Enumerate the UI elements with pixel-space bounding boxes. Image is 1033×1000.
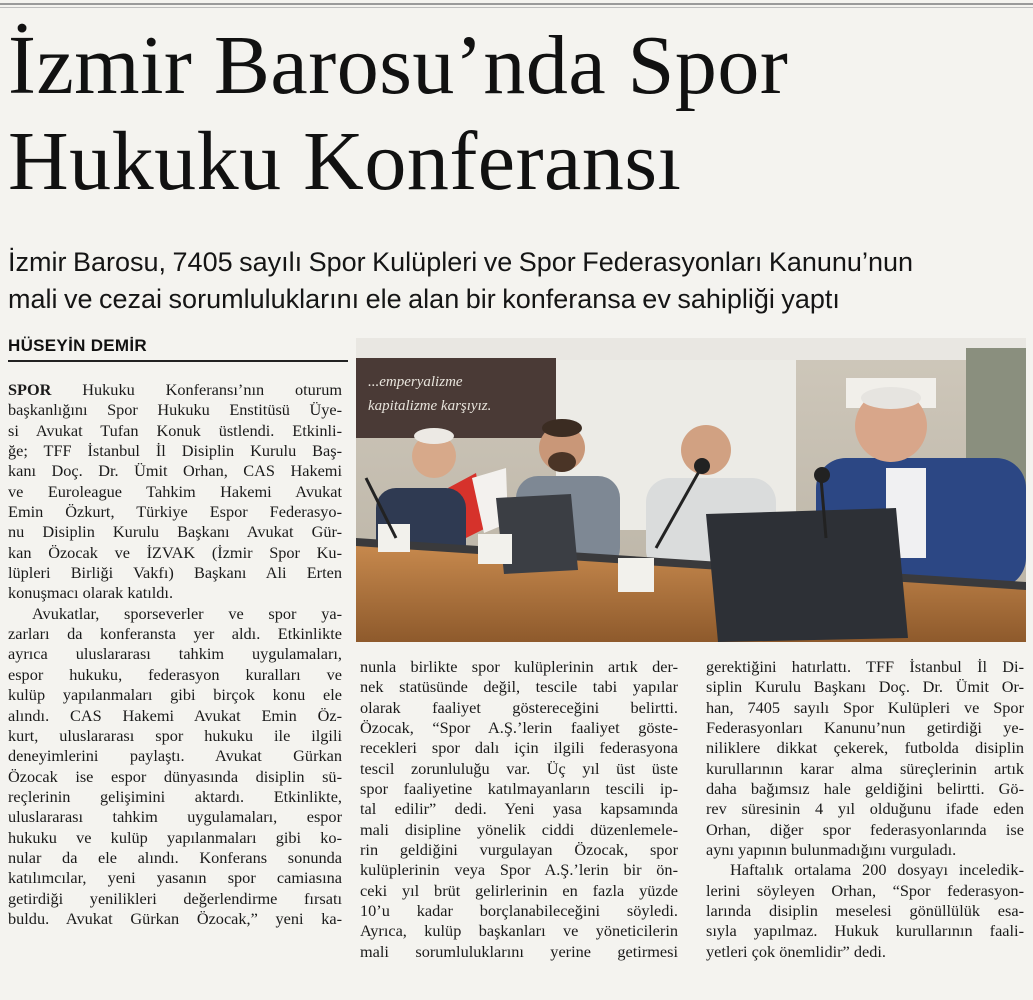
article-line: kulüp yapılanmaları gibi birçok konu ele: [8, 685, 342, 705]
article-line: niliklere dikkat çekerek, futbolda disiplin: [706, 738, 1024, 758]
article-line: zarları da konferansta yer aldı. Etkinlikte: [8, 624, 342, 644]
article-line: rev süresinin 4 yıl olduğunu ifade eden: [706, 799, 1024, 819]
article-line: aynı yapının bulunmadığını vurguladı.: [706, 840, 957, 860]
article-line: nek statüsünde değil, tescile tabi yapılar: [360, 677, 678, 697]
subheadline: [8, 244, 1028, 318]
article-line: ğe; TFF İstanbul İl Disiplin Kurulu Baş-: [8, 441, 342, 461]
article-line: kulüplerinin veya Spor A.Ş.’lerin bir ön-: [360, 860, 678, 880]
article-line: ceki yıl brüt gelirlerinin en fazla yüzde: [360, 880, 678, 900]
article-line: Orhan, diğer spor federasyonlarında ise: [706, 819, 1024, 839]
article-line: kurt, uluslararası spor hukuku ile ilgili: [8, 725, 342, 745]
article-line: konuşmacı olarak katıldı.: [8, 583, 174, 603]
article-line: ve Euroleague Tahkim Hakemi Avukat: [8, 481, 342, 501]
article-line: daha bağımsız hale geldiğini belirtti. Gö-: [706, 779, 1024, 799]
article-line: yetleri çok önemlidir” dedi.: [706, 941, 886, 961]
headline-line-1: İzmir Barosu’nda Spor: [8, 19, 789, 112]
article-line: kurullarının karar alma süreçlerinin artık: [706, 758, 1024, 778]
article-line: rin geldiğini vurgulayan Özocak, spor: [360, 840, 678, 860]
article-column-3: [706, 657, 1024, 962]
article-line: si Avukat Tufan Konuk üstlendi. Etkinli-: [8, 420, 342, 440]
article-line: ayrıca uluslararası tahkim uygulamaları,: [8, 644, 342, 664]
article-line: Özocak ise espor dünyasında disiplin sü-: [8, 766, 342, 786]
photo-banner-line-1: ...emperyalizme: [368, 374, 463, 390]
byline-rule: [8, 360, 348, 362]
subhead-line-2: mali ve cezai sorumluluklarını ele alan bir konferansa ev sahipliği yaptı: [8, 284, 840, 314]
article-line: espor hukuku, federasyon kuralları ve: [8, 664, 342, 684]
article-line: sıyla yapılmaz. Hukuk kurullarının faali-: [706, 921, 1024, 941]
article-line: uluslararası tahkim uygulamaları, espor: [8, 807, 342, 827]
article-line: lerini söyleyen Orhan, “Spor federasyon-: [706, 880, 1024, 900]
article-line: Emin Özkurt, Türkiye Espor Federasyo-: [8, 502, 342, 522]
article-line: kan Özocak ve İZVAK (İzmir Spor Ku-: [8, 542, 342, 562]
conference-photo: [356, 338, 1026, 642]
article-line: lüpleri Birliği Vakfı) Başkanı Ali Erten: [8, 563, 342, 583]
article-line: nular da ele alındı. Konferans sonunda: [8, 847, 342, 867]
article-column-2: [360, 657, 678, 962]
article-line: reçlerinin gelişimini aktardı. Etkinlikte,: [8, 786, 342, 806]
byline: HÜSEYİN DEMİR: [8, 336, 147, 355]
headline: [8, 18, 1028, 210]
article-line: Haftalık ortalama 200 dosyayı inceledik-: [730, 860, 1024, 880]
article-line: nu Disiplin Kurulu Başkanı Avukat Gür-: [8, 522, 342, 542]
article-line: larında disiplin meselesi gönüllülük esa-: [706, 901, 1024, 921]
article-line: getirdiği yenilikleri değerlendirme fırsatı: [8, 888, 342, 908]
article-line: 10’u kadar borçlanabileceğini söyledi.: [360, 901, 678, 921]
photo-banner-line-2: kapitalizme karşıyız.: [368, 398, 492, 414]
top-rule: [0, 3, 1033, 5]
article-line: Avukatlar, sporseverler ve spor ya-: [32, 603, 342, 623]
article-column-1: [8, 380, 342, 929]
article-line: gerektiğini hatırlattı. TFF İstanbul İl Di-: [706, 657, 1024, 676]
article-line: Özocak, “Spor A.Ş.’lerin faaliyet göste-: [360, 718, 678, 738]
subhead-line-1: İzmir Barosu, 7405 sayılı Spor Kulüpleri ve Spor Federasyonları Kanunu’nun: [8, 247, 913, 277]
headline-line-2: Hukuku Konferansı: [8, 115, 682, 208]
article-line: buldu. Avukat Gürkan Özocak,” yeni ka-: [8, 908, 342, 928]
article-line: kanı Doç. Dr. Ümit Orhan, CAS Hakemi: [8, 461, 342, 481]
article-line: nunla birlikte spor kulüplerinin artık der-: [360, 657, 678, 676]
article-line: hukuku ve kulüp yapılanmaları gibi ko-: [8, 827, 342, 847]
article-line: recekleri spor dalı için ilgili federasyona: [360, 738, 678, 758]
column-1-first-line-text: Hukuku Konferansı’nın oturum: [51, 380, 342, 399]
article-line: spor faaliyetine katılmayanların tescili ip-: [360, 779, 678, 799]
article-line: mali sorumluluklarını yerine getirmesi: [360, 941, 678, 961]
article-line: katılımcılar, yeni yasanın spor camiasına: [8, 868, 342, 888]
conference-photo-illustration: [356, 338, 1026, 642]
article-line: alındı. CAS Hakemi Avukat Emin Öz-: [8, 705, 342, 725]
article-line: tal edilir” dedi. Yeni yasa kapsamında: [360, 799, 678, 819]
article-line: tescil zorunluluğu var. Üç yıl üst üste: [360, 758, 678, 778]
lead-word: SPOR: [8, 380, 52, 399]
article-line: mali disipline yönelik ciddi düzenlemele-: [360, 819, 678, 839]
article-line: siplin Kurulu Başkanı Doç. Dr. Ümit Or-: [706, 677, 1024, 697]
article-line: olarak faaliyet göstereceğini belirtti.: [360, 697, 678, 717]
top-rule-thin: [0, 7, 1033, 8]
article-line: Ayrıca, kulüp başkanları ve yöneticilerin: [360, 921, 678, 941]
article-line: deneyimlerini paylaştı. Avukat Gürkan: [8, 746, 342, 766]
column-1-first-line: [8, 380, 342, 400]
article-line: han, 7405 sayılı Spor Kulüpleri ve Spor: [706, 697, 1024, 717]
article-line: Federasyonları Kanunu’nun getirdiği ye-: [706, 718, 1024, 738]
article-line: başkanlığını Spor Hukuku Enstitüsü Üye-: [8, 400, 342, 420]
